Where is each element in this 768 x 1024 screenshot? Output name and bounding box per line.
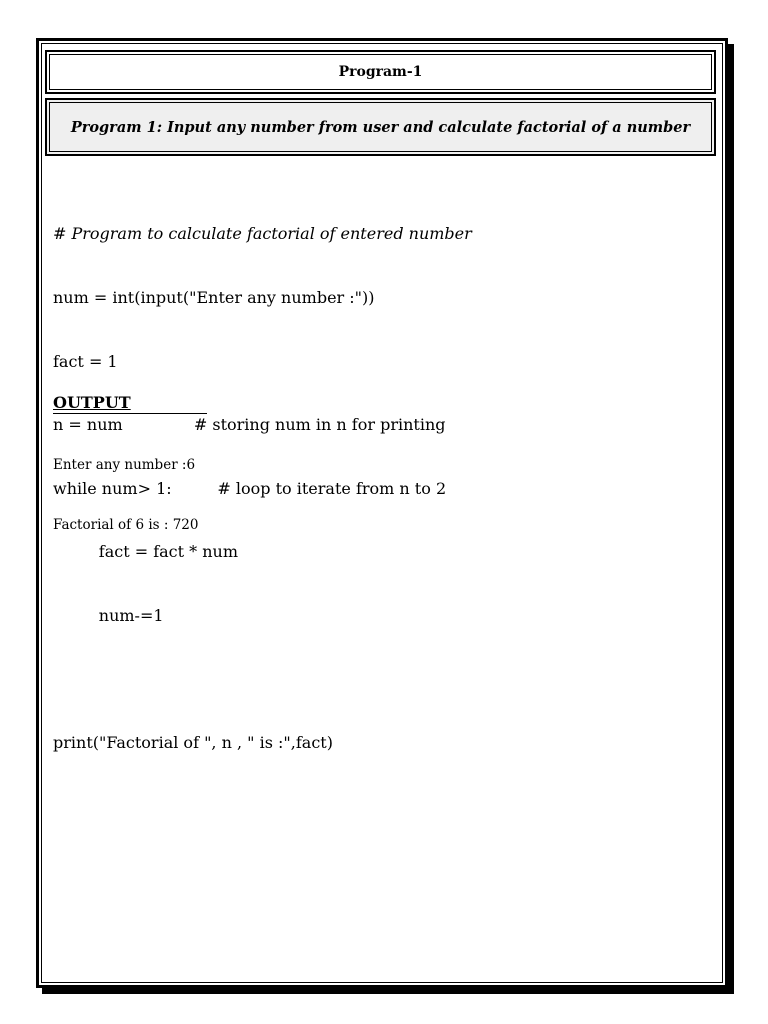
program-description: Program 1: Input any number from user and calculate factorial of a number	[70, 118, 691, 136]
code-line: num = int(input("Enter any number :"))	[53, 288, 375, 307]
output-line: Enter any number :6	[53, 457, 196, 473]
code-print-line: print("Factorial of ", n , " is :",fact)	[53, 733, 333, 753]
code-blank-line	[53, 669, 472, 690]
output-block	[53, 415, 198, 575]
output-heading: OUTPUT	[53, 393, 207, 414]
code-line: num-=1	[53, 605, 164, 625]
output-line: Factorial of 6 is : 720	[53, 517, 199, 533]
subtitle-box	[45, 98, 716, 156]
page-title: Program-1	[338, 64, 423, 80]
code-line: n = num # storing num in n for printing	[53, 415, 446, 435]
code-line: fact = fact * num	[53, 542, 239, 562]
code-line: fact = 1	[53, 351, 118, 371]
page-frame	[36, 38, 728, 988]
code-comment-line: # Program to calculate factorial of entered number	[53, 224, 472, 244]
title-box	[45, 50, 716, 94]
code-line: while num> 1: # loop to iterate from n to 2	[53, 478, 447, 498]
